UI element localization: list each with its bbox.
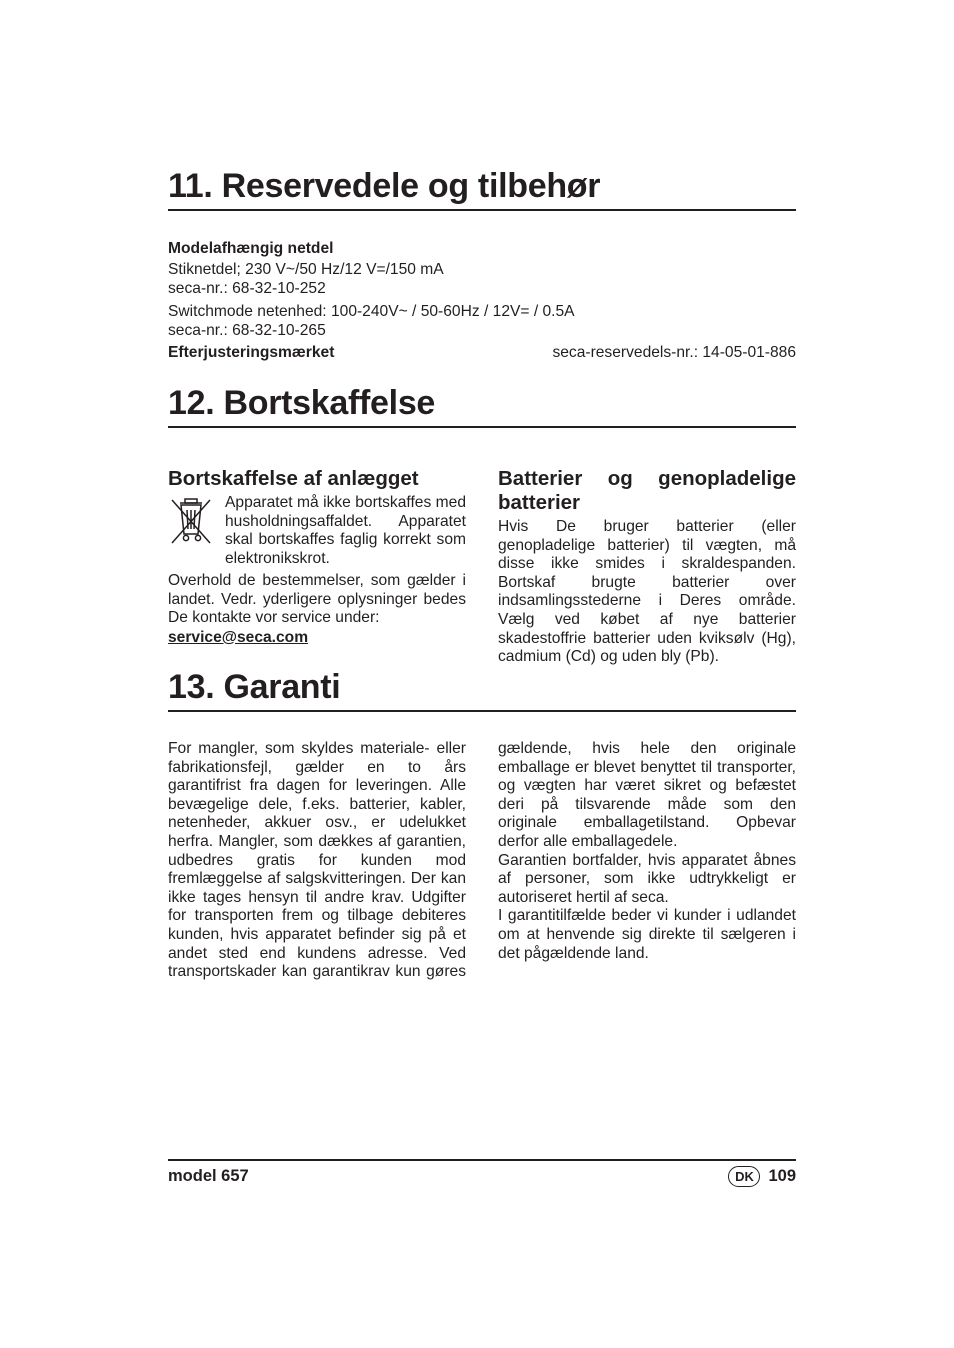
- power-supply-heading: Modelafhængig netdel: [168, 240, 334, 257]
- warranty-text-part-1: For mangler, som skyldes materiale- eller fabrikationsfejl, gælder en to års garantifrist fra dagen for leveringen. Alle bevægelige dele, f.eks. batterier, kabler, netenheder, akkuer osv., er udelukket herfra. Mangler, som dækkes af garantien, udbedres gratis for kunden mod fremlæggelse af salgskvitteringen. Der kan ikke tages hensyn til andre krav. Udgifter for transporten frem og tilbage debiteres kunden, hvis apparatet befinder sig på et andet sted end kundens adresse. Ved transportskader kan garantikrav kun gøres: [168, 740, 466, 981]
- batteries-text: Hvis De bruger batterier (eller genopladelige batterier) til vægten, må disse ikke smides i skraldespanden. Bortskaf brugte batterier over indsamlingsstederne i Deres område. Vælg ved købet af nye batterier skadestoffrie batterier uden kviksølv (Hg), cadmium (Cd) og uden bly (Pb).: [498, 518, 796, 666]
- plug-power-supply-spec: Stiknetdel; 230 V~/50 Hz/12 V=/150 mA: [168, 260, 444, 278]
- disposal-household-text: Apparatet må ikke bortskaffes med husholdningsaffaldet. Apparatet skal bortskaffes faglig korrekt som elektronikskrot.: [225, 494, 466, 567]
- section-11-content: [168, 240, 796, 363]
- warranty-packaging-text: gældende, hvis hele den originale emballage er blevet benyttet til transporter, og vægten har været sikret og befæstet deri på tilsvarende måde som den originale emballagetilstand. Opbevar derfor alle emballagedele.: [498, 740, 796, 850]
- section-13-title: 13. Garanti: [168, 668, 341, 706]
- warranty-void-text: Garantien bortfalder, hvis apparatet åbnes af personer, som ikke udtrykkeligt er autoriseret hertil af seca.: [498, 851, 796, 906]
- disposal-device-heading: Bortskaffelse af anlægget: [168, 467, 419, 490]
- switchmode-power-supply-number: seca-nr.: 68-32-10-265: [168, 322, 326, 340]
- disposal-device-column: [168, 467, 466, 647]
- footer: [168, 1166, 796, 1187]
- footer-rule: [168, 1159, 796, 1161]
- section-11-title: 11. Reservedele og tilbehør: [168, 167, 601, 205]
- disposal-regulations-text: Overhold de bestemmelser, som gælder i landet. Vedr. yderligere oplysninger bedes De kontakte vor service under:: [168, 572, 466, 627]
- crossed-out-wheelie-bin-icon: [168, 496, 214, 546]
- section-13-rule: [168, 710, 796, 712]
- country-badge: DK: [728, 1166, 760, 1187]
- footer-page-info: [728, 1166, 796, 1187]
- section-12-title: 12. Bortskaffelse: [168, 384, 436, 422]
- plug-power-supply-number: seca-nr.: 68-32-10-252: [168, 280, 326, 298]
- batteries-heading: Batterier og genopladelige batterier: [498, 467, 796, 514]
- footer-model: model 657: [168, 1167, 249, 1185]
- batteries-column: [498, 467, 796, 667]
- section-11-rule: [168, 209, 796, 211]
- adjustment-mark-row: [168, 344, 796, 363]
- adjustment-mark-label: Efterjusteringsmærket: [168, 343, 335, 361]
- section-12-rule: [168, 426, 796, 428]
- switchmode-power-supply-spec: Switchmode netenhed: 100-240V~ / 50-60Hz / 12V= / 0.5A: [168, 302, 575, 320]
- warranty-abroad-text: I garantitilfælde beder vi kunder i udlandet om at henvende sig direkte til sælgeren i det pågældende land.: [498, 907, 796, 962]
- adjustment-mark-number: seca-reservedels-nr.: 14-05-01-886: [552, 343, 796, 361]
- warranty-right-column: [498, 740, 796, 963]
- warranty-left-column: [168, 740, 466, 982]
- disposal-icon-block: [168, 494, 466, 568]
- page-number: 109: [768, 1167, 796, 1185]
- service-email-link[interactable]: service@seca.com: [168, 628, 309, 646]
